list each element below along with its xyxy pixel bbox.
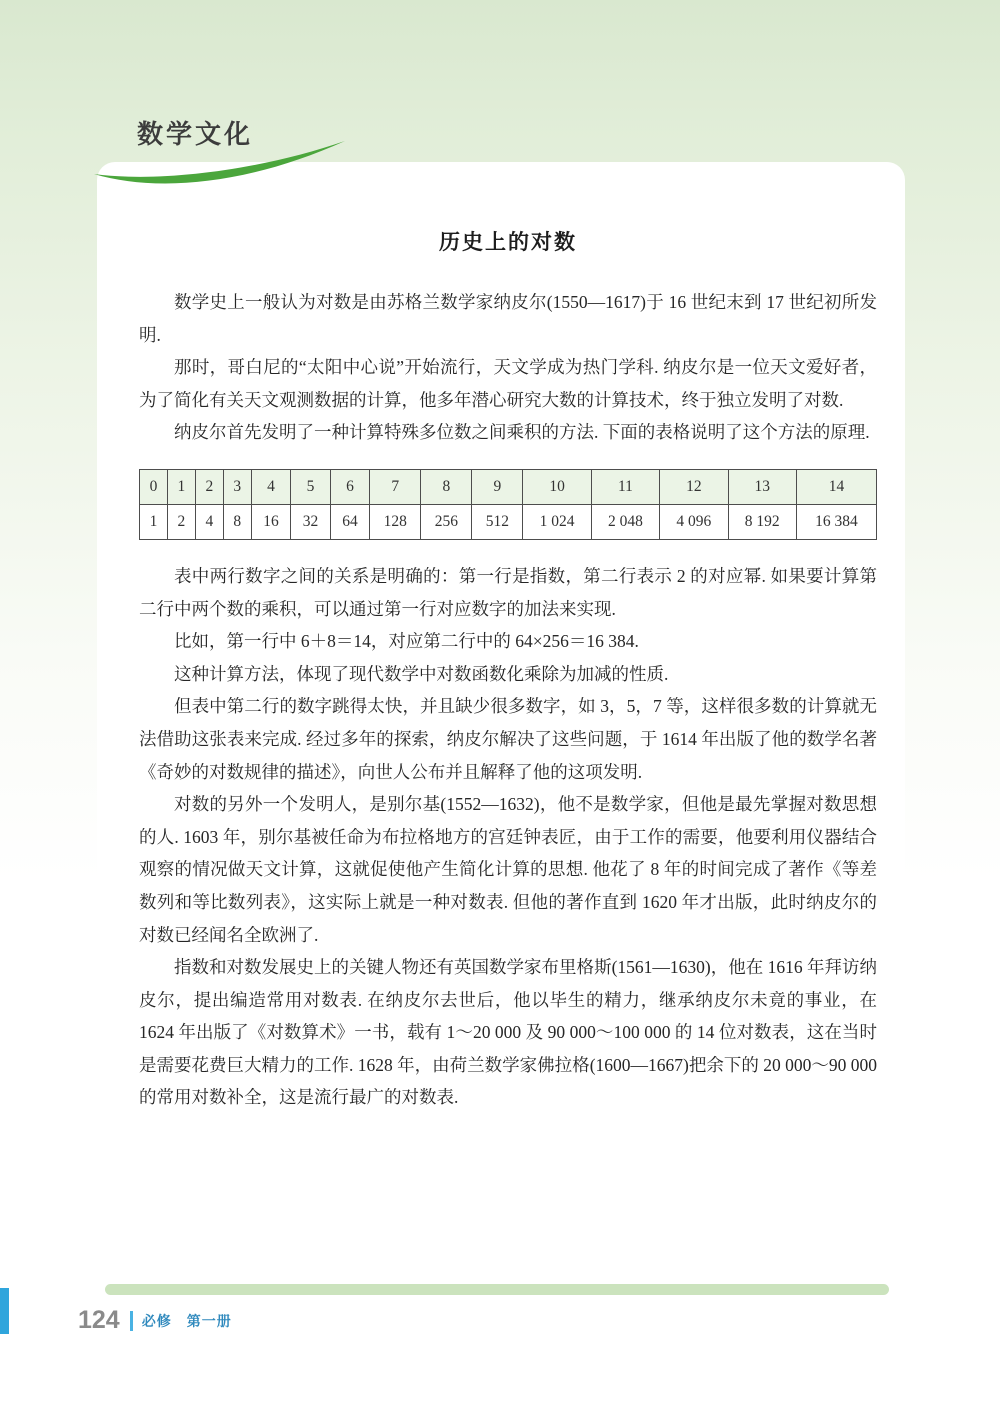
section-label: 数学文化 bbox=[137, 119, 254, 149]
table-cell: 512 bbox=[472, 504, 523, 539]
table-cell: 64 bbox=[330, 504, 370, 539]
table-cell: 4 bbox=[251, 469, 291, 504]
power-row bbox=[140, 504, 877, 539]
table-cell: 4 bbox=[195, 504, 223, 539]
paragraph: 那时，哥白尼的“太阳中心说”开始流行，天文学成为热门学科. 纳皮尔是一位天文爱好者，为了简化有关天文观测数据的计算，他多年潜心研究大数的计算技术，终于独立发明了对数. bbox=[139, 357, 877, 410]
book-label: 必修 第一册 bbox=[141, 1312, 232, 1329]
table-cell: 12 bbox=[660, 469, 728, 504]
table-cell: 10 bbox=[523, 469, 591, 504]
table-cell: 32 bbox=[291, 504, 331, 539]
table-cell: 256 bbox=[421, 504, 472, 539]
paragraph: 数学史上一般认为对数是由苏格兰数学家纳皮尔(1550—1617)于 16 世纪末到 17 世纪初所发明. bbox=[139, 292, 877, 345]
table-cell: 5 bbox=[291, 469, 331, 504]
paragraph: 表中两行数字之间的关系是明确的：第一行是指数，第二行表示 2 的对应幂. 如果要计算第二行中两个数的乘积，可以通过第一行对应数字的加法来实现. bbox=[139, 565, 877, 619]
paragraph: 对数的另外一个发明人，是别尔基(1552—1632)，他不是数学家，但他是最先掌握对数思想的人. 1603 年，别尔基被任命为布拉格地方的宫廷钟表匠，由于工作的需要，他要利用仪器结合观察的情况做天文计算，这就促使他产生简化计算的思想. 他花了 8 年的时间完成了著作《等差数列和等比数列表》，这实际上就是一种对数表. 但他的著作直到 1620 年才出版，此时纳皮尔的对数已经闻名全欧洲了. bbox=[139, 794, 877, 945]
paragraph: 指数和对数发展史上的关键人物还有英国数学家布里格斯(1561—1630)，他在 1616 年拜访纳皮尔，提出编造常用对数表. 在纳皮尔去世后，他以毕生的精力，继承纳皮尔未竟的事业，在 1624 年出版了《对数算术》一书，载有 1～20 000 及 90 000～100 000 的 14 位对数表，这在当时是需要花费巨大精力的工作. 1628 年，由荷兰数学家佛拉格(1600—1667)把余下的 20 000～90 000 的常用对数补全，这是流行最广的对数表. bbox=[139, 957, 877, 1108]
table-cell: 128 bbox=[370, 504, 421, 539]
paragraph: 但表中第二行的数字跳得太快，并且缺少很多数字，如 3，5，7 等，这样很多数的计算就无法借助这张表来完成. 经过多年的探索，纳皮尔解决了这些问题，于 1614 年出版了他的数学名著《奇妙的对数规律的描述》，向世人公布并且解释了他的这项发明. bbox=[139, 696, 877, 782]
exponent-row bbox=[140, 469, 877, 504]
table-cell: 13 bbox=[728, 469, 796, 504]
table-cell: 4 096 bbox=[660, 504, 728, 539]
table-cell: 2 bbox=[195, 469, 223, 504]
page-number: 124 bbox=[78, 1306, 120, 1334]
paragraph: 纳皮尔首先发明了一种计算特殊多位数之间乘积的方法. 下面的表格说明了这个方法的原理. bbox=[174, 422, 870, 443]
table-cell: 1 bbox=[167, 469, 195, 504]
table-cell: 8 192 bbox=[728, 504, 796, 539]
article-title: 历史上的对数 bbox=[439, 231, 577, 254]
page-footer bbox=[78, 1306, 232, 1335]
table-cell: 9 bbox=[472, 469, 523, 504]
powers-of-two-table bbox=[139, 469, 877, 540]
table-cell: 1 024 bbox=[523, 504, 591, 539]
table-cell: 7 bbox=[370, 469, 421, 504]
content-card bbox=[97, 162, 905, 1288]
table-cell: 3 bbox=[223, 469, 251, 504]
footer-divider bbox=[130, 1311, 133, 1331]
table-cell: 16 384 bbox=[796, 504, 876, 539]
table-cell: 14 bbox=[796, 469, 876, 504]
table-cell: 8 bbox=[223, 504, 251, 539]
table-cell: 6 bbox=[330, 469, 370, 504]
left-edge-blue-mark bbox=[0, 1288, 9, 1334]
table-cell: 2 bbox=[167, 504, 195, 539]
paragraph: 这种计算方法，体现了现代数学中对数函数化乘除为加减的性质. bbox=[174, 663, 669, 684]
table-cell: 16 bbox=[251, 504, 291, 539]
table-cell: 8 bbox=[421, 469, 472, 504]
table-cell: 1 bbox=[140, 504, 168, 539]
bottom-green-band bbox=[105, 1284, 889, 1295]
table-cell: 11 bbox=[591, 469, 659, 504]
paragraph: 比如，第一行中 6＋8＝14，对应第二行中的 64×256＝16 384. bbox=[174, 631, 639, 652]
table-cell: 2 048 bbox=[591, 504, 659, 539]
table-cell: 0 bbox=[140, 469, 168, 504]
